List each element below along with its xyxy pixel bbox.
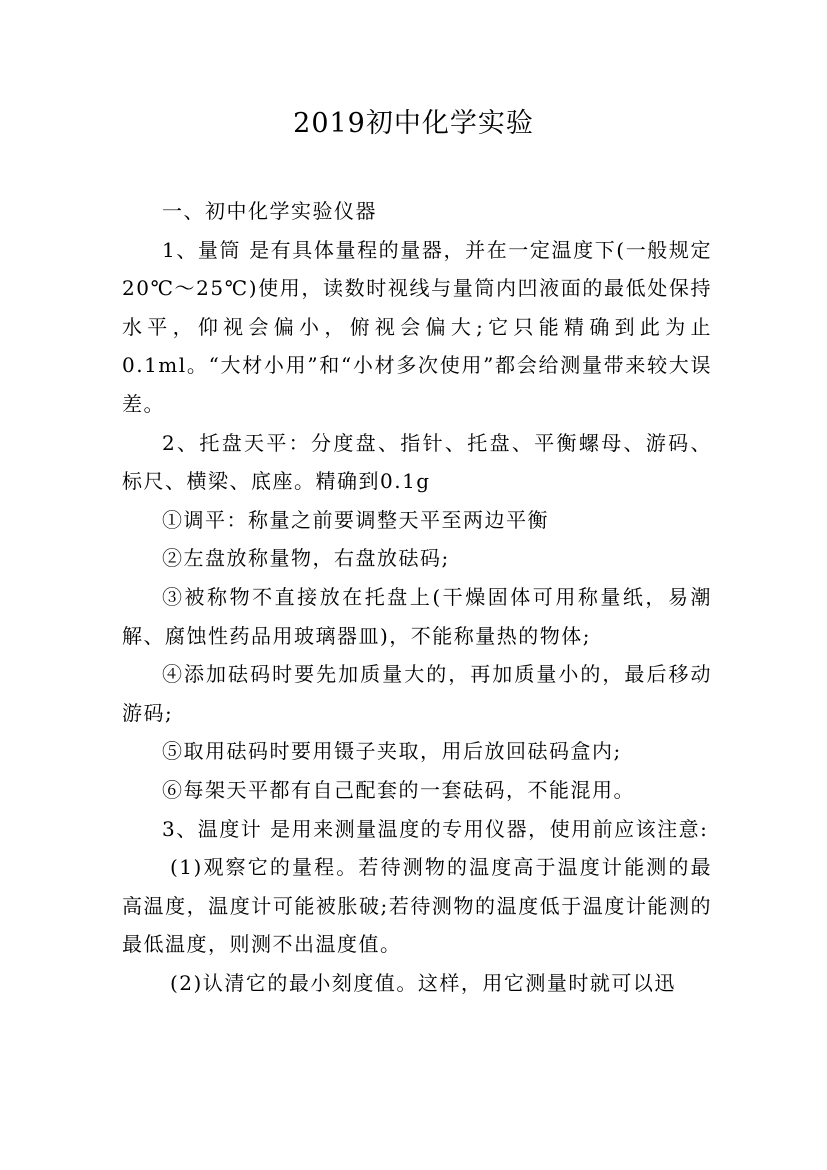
list-item: ⑥每架天平都有自己配套的一套砝码，不能混用。 [162, 777, 635, 802]
paragraph-measuring-cylinder: 1、量筒 是有具体量程的量器，并在一定温度下(一般规定20℃～25℃)使用，读数时视线与量筒内凹液面的最低处保持水平，仰视会偏小，俯视会偏大;它只能精确到此为止0.1ml。“大材小用”和“小材多次使用”都会给测量带来较大误差。 [122, 237, 712, 416]
list-item: (1)观察它的量程。若待测物的温度高于温度计能测的最高温度，温度计可能被胀破;若待测物的温度低于温度计能测的最低温度，则测不出温度值。 [122, 855, 712, 957]
section-heading: 一、初中化学实验仪器 [162, 199, 377, 223]
document-body [122, 192, 712, 1002]
paragraph-tray-balance: 2、托盘天平：分度盘、指针、托盘、平衡螺母、游码、标尺、横梁、底座。精确到0.1g [122, 430, 712, 494]
paragraph-thermometer: 3、温度计 是用来测量温度的专用仪器，使用前应该注意: [162, 816, 709, 841]
list-item: ③被称物不直接放在托盘上(干燥固体可用称量纸，易潮解、腐蚀性药品用玻璃器皿)，不能称量热的物体; [122, 584, 712, 648]
list-item: ⑤取用砝码时要用镊子夹取，用后放回砝码盒内; [162, 739, 622, 764]
list-item: ①调平：称量之前要调整天平至两边平衡 [162, 507, 549, 532]
list-item: ④添加砝码时要先加质量大的，再加质量小的，最后移动游码; [122, 662, 712, 725]
document-title: 2019初中化学实验 [293, 108, 534, 139]
list-item: (2)认清它的最小刻度值。这样，用它测量时就可以迅 [170, 970, 676, 995]
list-item: ②左盘放称量物，右盘放砝码; [162, 546, 450, 571]
